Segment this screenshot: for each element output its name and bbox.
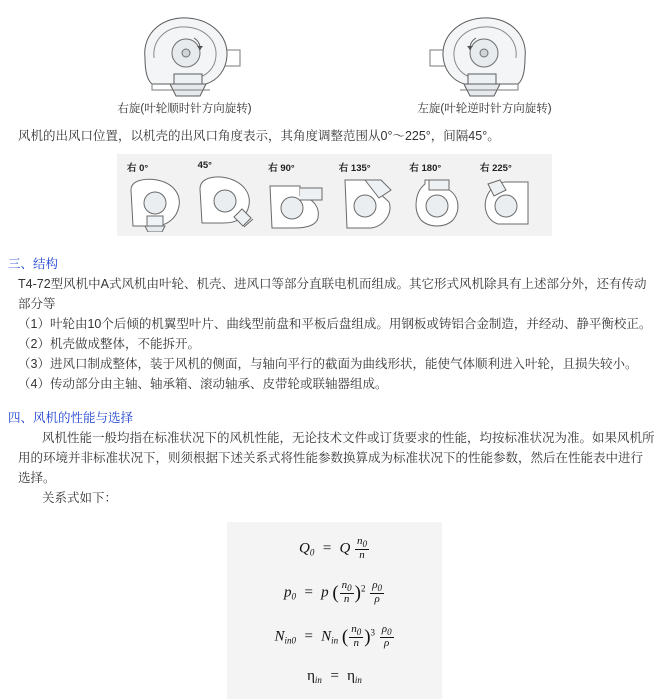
angle-drawing-1 (194, 173, 264, 229)
performance-para-0: 风机性能一般均指在标准状况下的风机性能，无论技术文件或订货要求的性能，均按标准状况为准。如果风机所用的环境并非标准状况下，则须根据下述关系式将性能参数换算成为标准状况下的性能参数，然后在性能表中进行选择。 (18, 431, 655, 485)
structure-para-1: （1）叶轮由10个后倾的机翼型叶片、曲线型前盘和平板后盘组成。用钢板或铸铝合金制造，并经动、静平衡校正。 (18, 317, 652, 331)
structure-para-0: T4-72型风机中A式风机由叶轮、机壳、进风口等部分直联电机而组成。其它形式风机除具有上述部分外，还有传动部分等 (18, 277, 647, 311)
fan-block-left (390, 10, 580, 116)
angle-drawing-5 (476, 176, 546, 232)
performance-para-1: 关系式如下： (42, 491, 118, 505)
angle-label-2: 右 90° (268, 163, 295, 174)
angle-drawing-4 (405, 176, 475, 232)
intro-paragraph: 风机的出风口位置，以机壳的出风口角度表示，其角度调整范围从0°～225°，间隔45°。 (18, 129, 500, 143)
section-heading-performance: 四、风机的性能与选择 (8, 411, 134, 425)
angle-svg-1 (194, 173, 262, 229)
angle-item-3 (335, 160, 405, 232)
fan-right-svg (90, 10, 280, 98)
angle-drawing-3 (335, 176, 405, 232)
angle-svg-5 (476, 176, 544, 232)
angle-item-5 (476, 160, 546, 232)
outlet-angle-strip (117, 154, 552, 236)
structure-para-3: （3）进风口制成整体，装于风机的侧面，与轴向平行的截面为曲线形状，能使气体顺利进入叶轮，且损失较小。 (18, 357, 638, 371)
formula-efficiency: $\eta_{in} = \eta_{in}$ (307, 667, 362, 685)
formula-pressure: $p_0 = p$ ( $\frac{n_0}{n}$ )$^2$ $\frac{\rho_0}{\rho}$ (283, 578, 383, 606)
section-performance (0, 408, 669, 508)
fan-caption-left: 左旋(叶轮逆时针方向旋转) (417, 103, 552, 115)
angle-item-1 (194, 160, 264, 229)
angle-svg-4 (405, 176, 473, 232)
formula-power: $N_{in0} = N_{in}$ ( $\frac{n_0}{n}$ )$^3$ $\frac{\rho_0}{\rho}$ (274, 622, 392, 650)
angle-label-3: 右 135° (338, 163, 371, 174)
angle-svg-3 (335, 176, 403, 232)
angle-label-5: 右 225° (479, 163, 512, 174)
angle-label-4: 右 180° (409, 163, 442, 174)
formula-flow: $Q_0 = Q$ $\frac{n_0}{n}$ (298, 535, 368, 562)
angle-drawing-0 (123, 176, 193, 232)
structure-para-2: （2）机壳做成整体，不能拆开。 (18, 337, 200, 351)
fan-caption-right: 右旋(叶轮顺时针方向旋转) (117, 103, 252, 115)
fan-left-svg (390, 10, 580, 98)
structure-para-4: （4）传动部分由主轴、轴承箱、滚动轴承、皮带轮或联轴器组成。 (18, 377, 388, 391)
formula-panel (227, 522, 442, 699)
fan-block-right (90, 10, 280, 116)
fan-left-drawing (390, 10, 580, 98)
angle-item-2 (264, 160, 334, 232)
angle-drawing-2 (264, 176, 334, 232)
angle-svg-2 (264, 176, 332, 232)
angle-svg-0 (123, 176, 191, 232)
section-structure (0, 254, 669, 394)
section-heading-structure: 三、结构 (8, 257, 59, 271)
angle-item-4 (405, 160, 475, 232)
angle-label-0: 右 0° (127, 163, 149, 174)
angle-item-0 (123, 160, 193, 232)
fan-illustration-row (0, 0, 669, 116)
fan-right-drawing (90, 10, 280, 98)
angle-label-1: 45° (197, 160, 212, 171)
